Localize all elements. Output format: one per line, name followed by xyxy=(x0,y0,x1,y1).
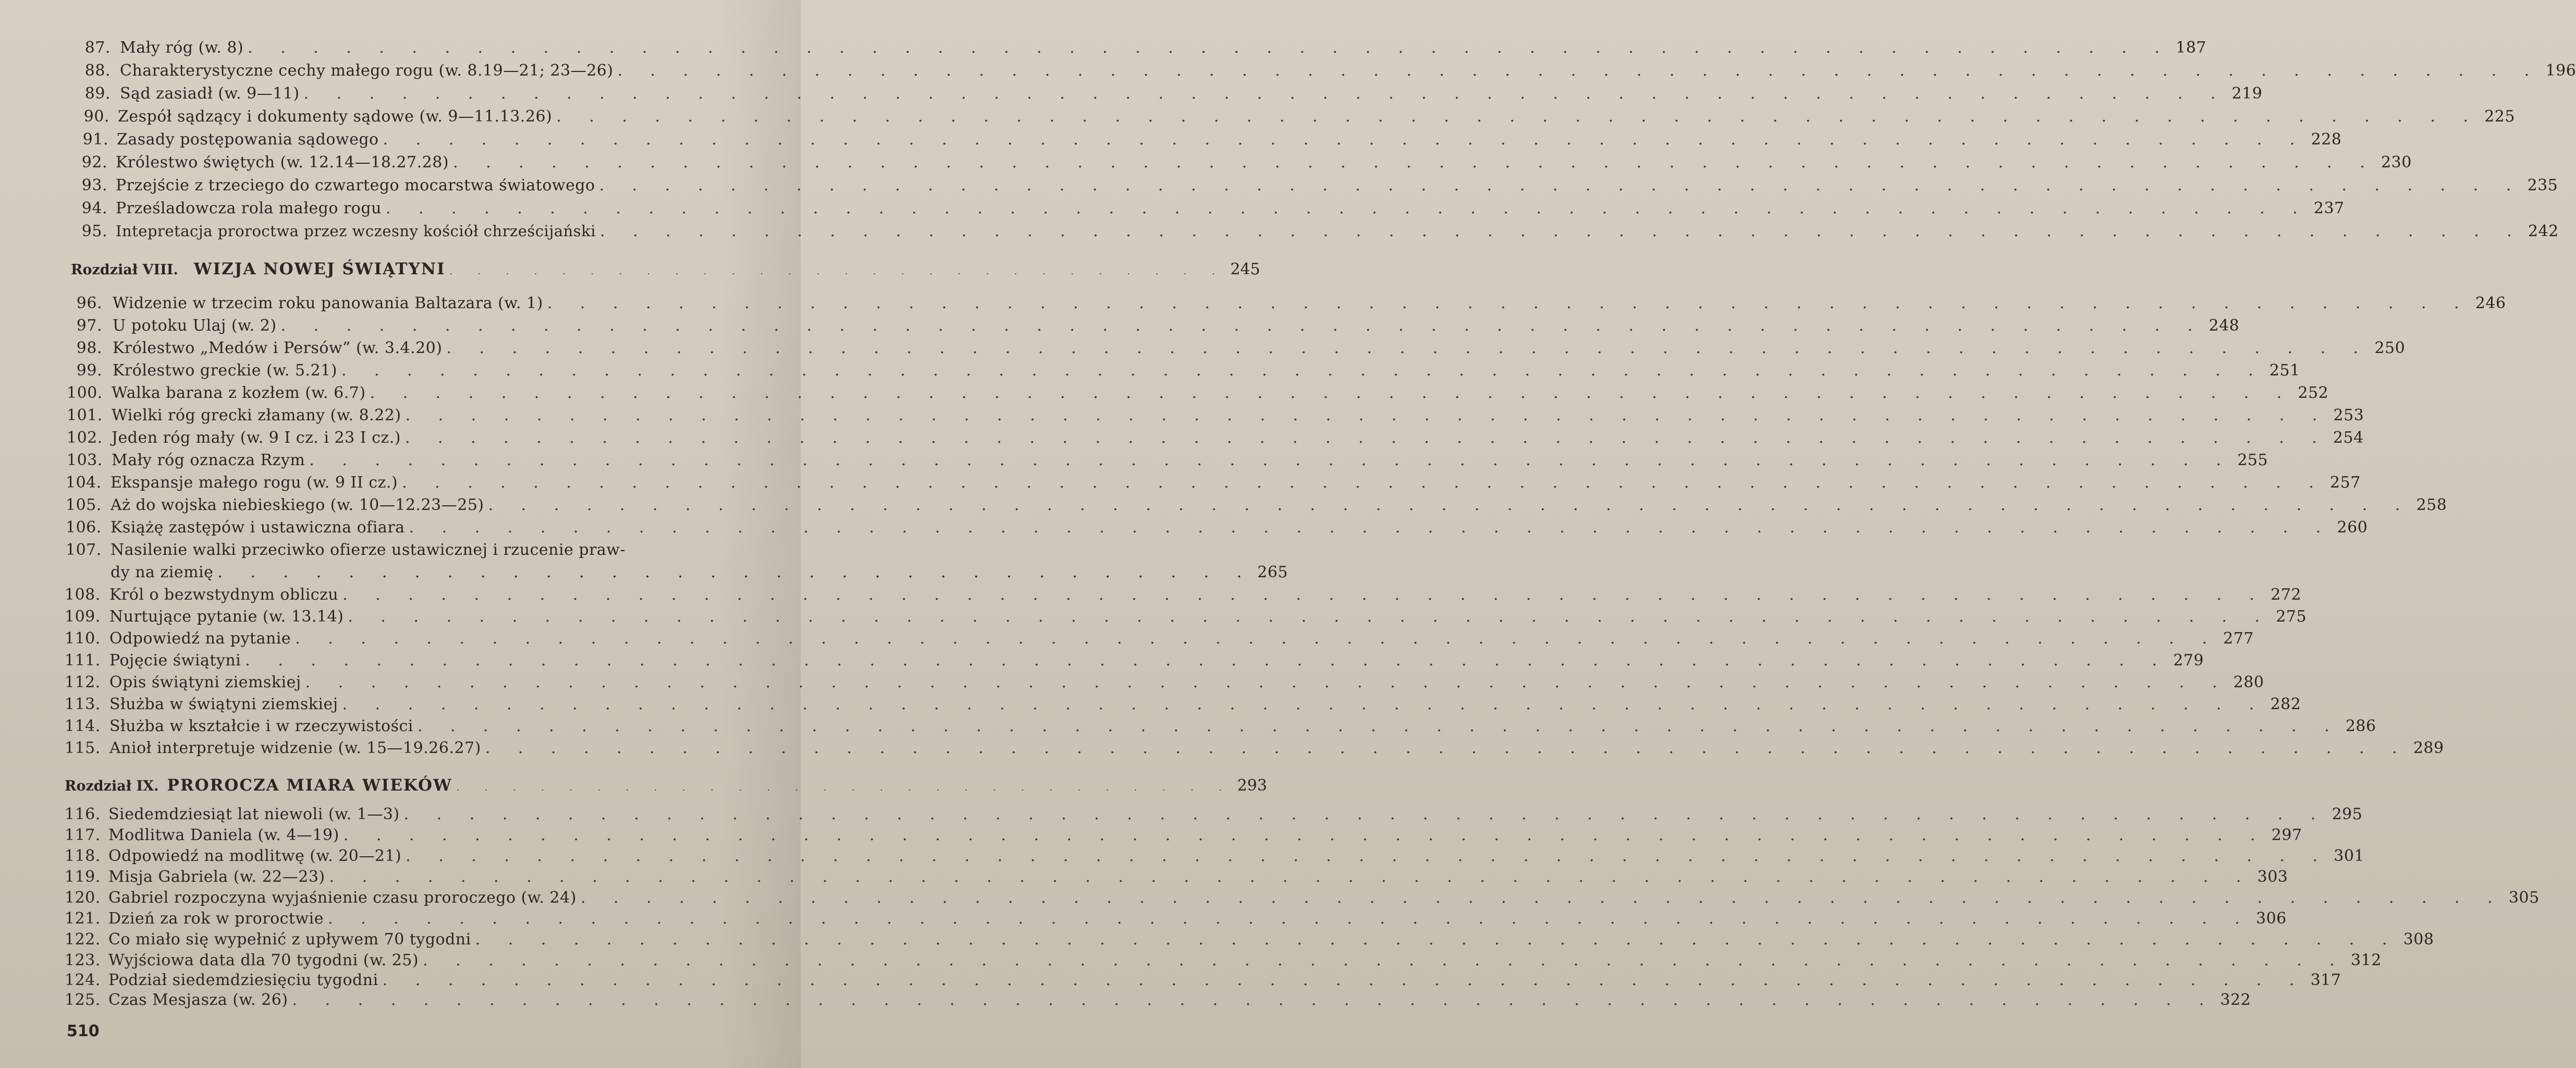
toc-entry xyxy=(76,153,2412,174)
entry-number: 92. xyxy=(81,153,107,172)
entry-page: 225 xyxy=(2484,107,2515,126)
entry-title: Mały róg oznacza Rzym xyxy=(112,451,305,469)
entry-page: 254 xyxy=(2333,429,2364,447)
entry-number: 98. xyxy=(76,339,102,357)
entry-title: Charakterystyczne cechy małego rogu (w. 8.19—21; 23—26) xyxy=(120,62,614,80)
leader-dots xyxy=(446,339,2370,357)
chapter-label: Rozdział VIII. xyxy=(71,262,178,278)
toc-entry xyxy=(78,62,2576,82)
leader-dots xyxy=(344,826,2267,844)
entry-number: 102. xyxy=(67,429,103,447)
entry-title: Odpowiedź na pytanie xyxy=(109,629,291,648)
entry-number: 112. xyxy=(65,673,101,691)
toc-entry xyxy=(66,474,2361,494)
entry-page: 246 xyxy=(2475,294,2506,312)
entry-page: 235 xyxy=(2527,176,2558,195)
leader-dots xyxy=(304,84,2227,103)
entry-number: 103. xyxy=(67,451,103,469)
chapter-heading xyxy=(71,260,1260,283)
toc-entry xyxy=(65,673,2264,694)
entry-page: 242 xyxy=(2528,222,2559,240)
entry-number: 108. xyxy=(65,586,101,604)
entry-title: Aż do wojska niebieskiego (w. 10—12.23—25) xyxy=(111,496,484,514)
leader-dots xyxy=(370,384,2293,402)
toc-entry xyxy=(65,930,2434,951)
entry-number: 105. xyxy=(66,496,102,514)
toc-entry xyxy=(65,889,2540,909)
entry-title: Pojęcie świątyni xyxy=(109,651,241,670)
chapter-title: WIZJA NOWEJ ŚWIĄTYNI xyxy=(193,260,446,278)
entry-page: 260 xyxy=(2337,518,2368,537)
toc-entry xyxy=(66,496,2447,517)
toc-entry xyxy=(65,826,2302,847)
toc-entry xyxy=(66,541,691,562)
entry-page: 282 xyxy=(2270,695,2301,713)
leader-dots xyxy=(329,868,2253,886)
leader-dots xyxy=(245,651,2168,670)
chapter-title: PROROCZA MIARA WIEKÓW xyxy=(167,776,452,795)
entry-title: Czas Mesjasza (w. 26) xyxy=(108,991,288,1009)
entry-number: 115. xyxy=(65,739,101,757)
leader-dots xyxy=(292,991,2216,1009)
entry-title: Co miało się wypełnić z upływem 70 tygodni xyxy=(108,930,471,949)
entry-number: 122. xyxy=(65,930,101,949)
leader-dots xyxy=(405,429,2328,447)
leader-dots xyxy=(342,695,2266,713)
entry-title: Walka barana z kozłem (w. 6.7) xyxy=(112,384,366,402)
toc-entry xyxy=(65,805,2363,826)
leader-dots xyxy=(409,518,2333,537)
leader-dots xyxy=(248,39,2171,57)
entry-page: 277 xyxy=(2223,629,2254,648)
entry-title: Wielki róg grecki złamany (w. 8.22) xyxy=(112,406,401,424)
entry-title: Opis świątyni ziemskiej xyxy=(109,673,301,691)
toc-entry xyxy=(66,518,2368,539)
entry-title: Prześladowcza rola małego rogu xyxy=(116,199,382,217)
toc-entry xyxy=(65,909,2287,930)
entry-page: 275 xyxy=(2276,608,2307,626)
leader-dots xyxy=(383,971,2306,989)
entry-title: Mały róg (w. 8) xyxy=(120,39,244,57)
entry-number: 93. xyxy=(81,176,107,195)
entry-page: 219 xyxy=(2231,84,2263,103)
toc-entry xyxy=(67,406,2364,427)
entry-number: 124. xyxy=(65,971,101,989)
leader-dots xyxy=(600,222,2523,240)
entry-page: 306 xyxy=(2256,909,2287,928)
entry-page: 196 xyxy=(2545,62,2576,80)
entry-title: Siedemdziesiąt lat niewoli (w. 1—3) xyxy=(108,805,400,823)
entry-number: 116. xyxy=(65,805,101,823)
entry-page: 286 xyxy=(2345,717,2376,735)
toc-entry xyxy=(65,651,2204,672)
toc-entry xyxy=(78,84,2263,105)
leader-dots xyxy=(556,107,2480,126)
leader-dots xyxy=(305,673,2229,691)
toc-entry xyxy=(65,629,2254,650)
entry-page: 257 xyxy=(2330,474,2361,492)
leader-dots xyxy=(295,629,2218,648)
entry-page: 253 xyxy=(2333,406,2364,424)
chapter-label: Rozdział IX. xyxy=(65,778,159,794)
page-number: 510 xyxy=(67,1022,100,1040)
entry-title: Przejście z trzeciego do czwartego mocarstwa światowego xyxy=(116,176,595,195)
entry-title: Dzień za rok w proroctwie xyxy=(108,909,324,928)
entry-title: Misja Gabriela (w. 22—23) xyxy=(108,868,325,886)
entry-number: 114. xyxy=(65,717,101,735)
entry-number: 100. xyxy=(67,384,103,402)
leader-dots xyxy=(488,496,2412,514)
entry-page: 272 xyxy=(2271,586,2301,604)
chapter-page: 293 xyxy=(1237,776,1267,795)
leader-dots xyxy=(581,889,2504,907)
entry-number: 107. xyxy=(66,541,102,559)
toc-entry xyxy=(65,868,2288,889)
leader-dots xyxy=(342,586,2266,604)
entry-number: 95. xyxy=(81,222,107,240)
entry-page: 237 xyxy=(2313,199,2345,217)
entry-title: Ekspansje małego rogu (w. 9 II cz.) xyxy=(111,474,398,492)
entry-number: 109. xyxy=(65,608,101,626)
toc-entry xyxy=(73,317,2240,337)
entry-page: 265 xyxy=(1257,563,1288,581)
entry-page: 187 xyxy=(2176,39,2206,57)
toc-entry xyxy=(65,991,2251,1012)
entry-title: Widzenie w trzecim roku panowania Baltazara (w. 1) xyxy=(113,294,543,312)
entry-title: Zespół sądzący i dokumenty sądowe (w. 9—11.13.26) xyxy=(118,107,553,126)
toc-entry xyxy=(76,176,2558,197)
leader-dots xyxy=(475,930,2399,949)
entry-page: 251 xyxy=(2269,361,2300,380)
toc-entry xyxy=(76,199,2345,220)
entry-page: 228 xyxy=(2311,130,2342,149)
entry-number: 113. xyxy=(65,695,101,713)
entry-title: Książę zastępów i ustawiczna ofiara xyxy=(111,518,405,537)
entry-title: Królestwo świętych (w. 12.14—18.27.28) xyxy=(116,153,449,172)
toc-entry xyxy=(67,429,2364,450)
entry-number: 118. xyxy=(65,847,101,865)
entry-title: Nasilenie walki przeciwko ofierze ustawicznej i rzucenie praw- xyxy=(111,541,626,559)
entry-page: 317 xyxy=(2310,971,2341,989)
entry-title: Podział siedemdziesięciu tygodni xyxy=(108,971,378,989)
toc-entry xyxy=(73,339,2406,360)
entry-number: 117. xyxy=(65,826,101,844)
toc-entry xyxy=(67,451,2268,472)
leader-dots xyxy=(618,62,2541,80)
entry-page: 248 xyxy=(2209,317,2240,335)
entry-page: 280 xyxy=(2233,673,2264,691)
toc-entry xyxy=(65,695,2301,716)
toc-entry xyxy=(78,39,2206,59)
entry-title: Intepretacja proroctwa przez wczesny kościół chrześcijański xyxy=(116,222,596,240)
toc-entry xyxy=(65,739,2444,760)
entry-title: Królestwo „Medów i Persów” (w. 3.4.20) xyxy=(113,339,443,357)
entry-page: 308 xyxy=(2403,930,2434,949)
leader-dots xyxy=(423,951,2346,969)
toc-entry xyxy=(65,586,2301,606)
toc-entry xyxy=(67,384,2329,405)
toc-entry xyxy=(77,130,2342,151)
entry-title: Służba w świątyni ziemskiej xyxy=(109,695,338,713)
entry-title: Gabriel rozpoczyna wyjaśnienie czasu proroczego (w. 24) xyxy=(108,889,576,907)
toc-entry-continuation xyxy=(111,563,1288,584)
leader-dots xyxy=(328,909,2251,928)
leader-dots xyxy=(547,294,2471,312)
entry-page: 305 xyxy=(2508,889,2540,907)
entry-page: 252 xyxy=(2298,384,2329,402)
toc-entry xyxy=(76,222,2559,243)
entry-title: U potoku Ulaj (w. 2) xyxy=(113,317,277,335)
entry-number: 101. xyxy=(67,406,103,424)
entry-page: 322 xyxy=(2220,991,2251,1009)
leader-dots xyxy=(599,176,2523,195)
entry-number: 120. xyxy=(65,889,101,907)
toc-entry xyxy=(73,361,2300,382)
entry-number: 119. xyxy=(65,868,101,886)
entry-title: Nurtujące pytanie (w. 13.14) xyxy=(109,608,344,626)
entry-number: 96. xyxy=(76,294,102,312)
chapter-page: 245 xyxy=(1230,260,1260,278)
entry-number: 91. xyxy=(82,130,108,149)
leader-dots xyxy=(281,317,2204,335)
entry-number: 106. xyxy=(66,518,102,537)
toc-entry xyxy=(77,107,2515,128)
entry-number: 87. xyxy=(84,39,111,57)
leader-dots xyxy=(406,406,2329,424)
entry-title: Zasady postępowania sądowego xyxy=(117,130,379,149)
leader-dots xyxy=(217,563,1253,581)
entry-number: 123. xyxy=(65,951,101,969)
entry-title: Służba w kształcie i w rzeczywistości xyxy=(109,717,413,735)
entry-page: 295 xyxy=(2332,805,2363,823)
leader-dots xyxy=(457,783,1233,793)
entry-number: 125. xyxy=(65,991,101,1009)
entry-number: 90. xyxy=(83,107,109,126)
toc-entry xyxy=(65,608,2307,628)
leader-dots xyxy=(418,717,2341,735)
leader-dots xyxy=(404,805,2327,823)
leader-dots xyxy=(485,739,2409,757)
leader-dots xyxy=(386,199,2309,217)
entry-title: Jeden róg mały (w. 9 I cz. i 23 I cz.) xyxy=(112,429,401,447)
toc-entry xyxy=(65,971,2341,992)
entry-number: 110. xyxy=(65,629,101,648)
leader-dots xyxy=(341,361,2265,380)
chapter-heading xyxy=(65,776,1267,799)
entry-number: 99. xyxy=(76,361,102,380)
entry-page: 303 xyxy=(2257,868,2288,886)
entry-page: 258 xyxy=(2416,496,2447,514)
entry-number: 97. xyxy=(76,317,102,335)
entry-page: 230 xyxy=(2381,153,2412,172)
entry-title: Anioł interpretuje widzenie (w. 15—19.26.27) xyxy=(109,739,481,757)
toc-entry xyxy=(65,951,2382,972)
toc-entry xyxy=(65,847,2364,868)
entry-title: Odpowiedź na modlitwę (w. 20—21) xyxy=(108,847,402,865)
leader-dots xyxy=(450,266,1226,276)
entry-page: 279 xyxy=(2173,651,2204,670)
entry-title: Sąd zasiadł (w. 9—11) xyxy=(120,84,300,103)
entry-page: 312 xyxy=(2351,951,2382,969)
entry-title: Wyjściowa data dla 70 tygodni (w. 25) xyxy=(108,951,419,969)
leader-dots xyxy=(383,130,2307,149)
entry-page: 301 xyxy=(2334,847,2364,865)
leader-dots xyxy=(309,451,2232,469)
entry-number: 121. xyxy=(65,909,101,928)
entry-number: 89. xyxy=(84,84,111,103)
entry-page: 255 xyxy=(2237,451,2268,469)
entry-number: 88. xyxy=(84,62,111,80)
entry-number: 94. xyxy=(81,199,107,217)
entry-page: 297 xyxy=(2271,826,2302,844)
leader-dots xyxy=(406,847,2329,865)
entry-title: Król o bezwstydnym obliczu xyxy=(109,586,339,604)
entry-page: 250 xyxy=(2374,339,2406,357)
entry-title: Królestwo greckie (w. 5.21) xyxy=(113,361,337,380)
entry-title: Modlitwa Daniela (w. 4—19) xyxy=(108,826,339,844)
entry-title: dy na ziemię xyxy=(111,563,214,581)
entry-number: 111. xyxy=(65,651,101,670)
entry-number: 104. xyxy=(66,474,102,492)
leader-dots xyxy=(453,153,2376,172)
leader-dots xyxy=(402,474,2325,492)
leader-dots xyxy=(348,608,2271,626)
entry-page: 289 xyxy=(2413,739,2444,757)
toc-entry xyxy=(73,294,2506,315)
toc-entry xyxy=(65,717,2376,738)
